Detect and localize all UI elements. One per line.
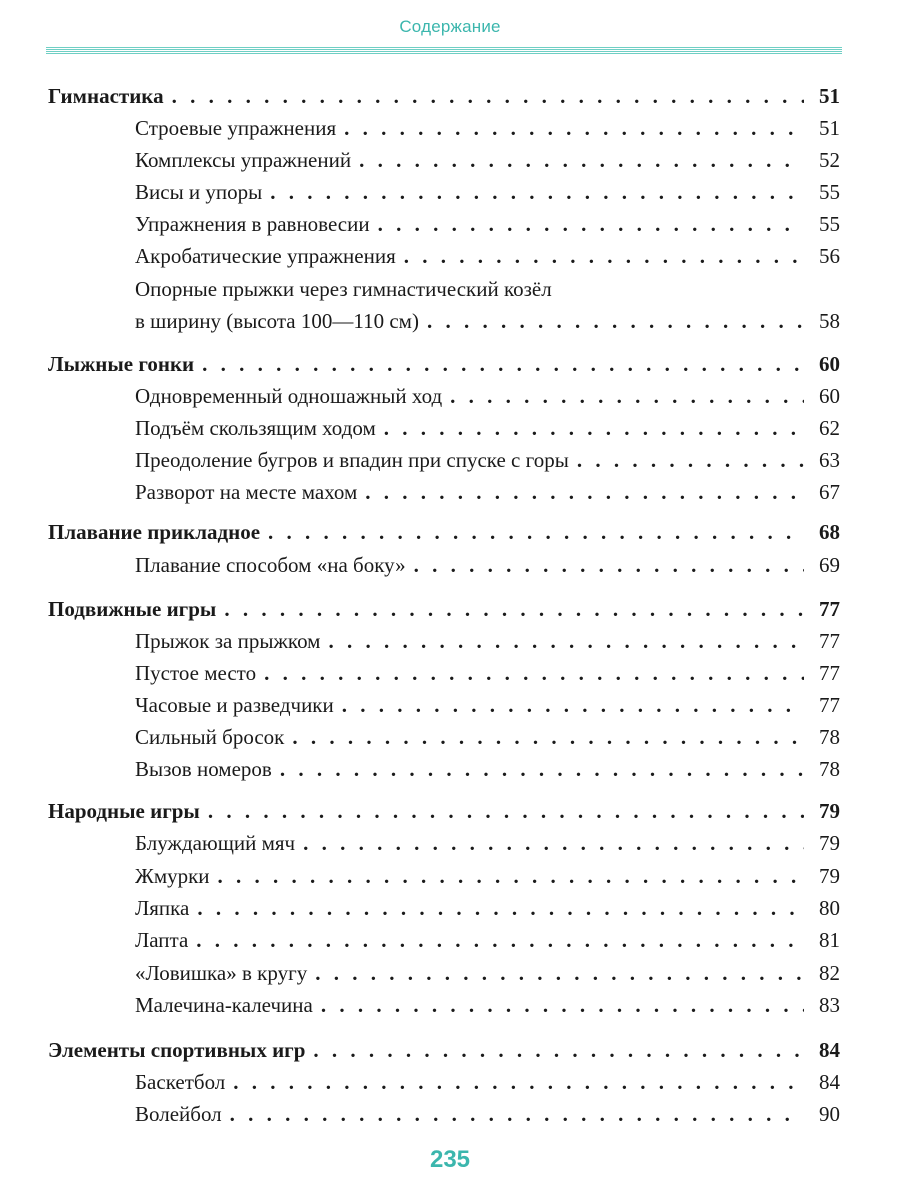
dot-leader [280, 755, 804, 783]
toc-section-title: Подвижные игры [48, 597, 217, 621]
toc-item[interactable] [0, 275, 900, 339]
toc-item-title: Акробатические упражнения [135, 244, 396, 268]
toc-section-title: Лыжные гонки [48, 352, 195, 376]
toc-item[interactable] [0, 178, 900, 210]
dot-leader [315, 959, 804, 987]
toc-item[interactable] [0, 959, 900, 991]
toc-item-title: Волейбол [135, 1102, 222, 1126]
toc-item-title: Лапта [135, 928, 189, 952]
toc-item-title: Пустое место [135, 661, 257, 685]
dot-leader [321, 991, 804, 1019]
toc-page-number: 79 [819, 799, 840, 823]
dot-leader [365, 478, 804, 506]
toc-item[interactable] [0, 894, 900, 926]
toc-item-title: Комплексы упражнений [135, 148, 352, 172]
toc-item-title: в ширину (высота 100—110 см) [135, 309, 419, 333]
dot-leader [218, 862, 804, 890]
toc-item-title: Упражнения в равновесии [135, 212, 370, 236]
toc-section-title: Плавание прикладное [48, 520, 261, 544]
toc-item[interactable] [0, 414, 900, 446]
toc-page-number: 55 [819, 212, 840, 236]
toc-section-title: Гимнастика [48, 84, 164, 108]
dot-leader [172, 82, 804, 110]
toc-page-number: 84 [819, 1038, 840, 1062]
dot-leader [224, 595, 804, 623]
toc-item[interactable] [0, 755, 900, 787]
toc-page-number: 80 [819, 896, 840, 920]
dot-leader [230, 1100, 804, 1128]
dot-leader [450, 382, 804, 410]
dot-leader [359, 146, 804, 174]
toc-item-title: Малечина-калечина [135, 993, 313, 1017]
toc-page-number: 78 [819, 725, 840, 749]
toc-page-number: 77 [819, 597, 840, 621]
toc-page-number: 69 [819, 553, 840, 577]
dot-leader [233, 1068, 804, 1096]
dot-leader [342, 691, 804, 719]
toc-page-number: 51 [819, 116, 840, 140]
dot-leader [414, 551, 804, 579]
toc-page-number: 63 [819, 448, 840, 472]
toc-page-number: 62 [819, 416, 840, 440]
toc-page-number: 60 [819, 352, 840, 376]
toc-item-title: Прыжок за прыжком [135, 629, 321, 653]
toc-item[interactable] [0, 242, 900, 274]
toc-item-title: Одновременный одношажный ход [135, 384, 443, 408]
dot-leader [427, 307, 804, 335]
toc-page-number: 90 [819, 1102, 840, 1126]
dot-leader [313, 1036, 804, 1064]
dot-leader [196, 926, 804, 954]
toc-item[interactable] [0, 1100, 900, 1132]
toc-item[interactable] [0, 210, 900, 242]
toc-item-title: «Ловишка» в кругу [135, 961, 308, 985]
toc-section-folk-games[interactable] [0, 797, 900, 829]
toc-page-number: 56 [819, 244, 840, 268]
dot-leader [384, 414, 804, 442]
dot-leader [577, 446, 804, 474]
header-divider [46, 47, 842, 55]
toc-item-title: Вызов номеров [135, 757, 272, 781]
toc-item[interactable] [0, 627, 900, 659]
toc-item[interactable] [0, 551, 900, 583]
dot-leader [197, 894, 804, 922]
toc-section-title: Элементы спортивных игр [48, 1038, 306, 1062]
dot-leader [268, 518, 804, 546]
toc-section-sports-games[interactable] [0, 1036, 900, 1068]
dot-leader [264, 659, 804, 687]
page-number: 235 [429, 1146, 471, 1173]
toc-section-active-games[interactable] [0, 595, 900, 627]
toc-page-number: 79 [819, 831, 840, 855]
dot-leader [202, 350, 804, 378]
dot-leader [344, 114, 804, 142]
toc-page-number: 58 [819, 309, 840, 333]
toc-section-title: Народные игры [48, 799, 200, 823]
toc-item[interactable] [0, 446, 900, 478]
toc-page-number: 82 [819, 961, 840, 985]
toc-page-number: 81 [819, 928, 840, 952]
toc-item-title-line1: Опорные прыжки через гимнастический козёл [135, 277, 552, 301]
toc-section-swimming[interactable] [0, 518, 900, 550]
toc-page-number: 79 [819, 864, 840, 888]
dot-leader [404, 242, 804, 270]
toc-page-number: 77 [819, 629, 840, 653]
toc-page-number: 77 [819, 661, 840, 685]
toc-item-title: Часовые и разведчики [135, 693, 334, 717]
toc-item-title: Сильный бросок [135, 725, 285, 749]
toc-page-number: 67 [819, 480, 840, 504]
toc-item[interactable] [0, 1068, 900, 1100]
toc-item[interactable] [0, 478, 900, 510]
toc-item[interactable] [0, 691, 900, 723]
toc-item[interactable] [0, 659, 900, 691]
toc-item-title: Преодоление бугров и впадин при спуске с горы [135, 448, 569, 472]
toc-item-title: Разворот на месте махом [135, 480, 358, 504]
dot-leader [270, 178, 804, 206]
toc-item[interactable] [0, 926, 900, 958]
toc-page-number: 78 [819, 757, 840, 781]
toc-page-number: 83 [819, 993, 840, 1017]
toc-item-title: Блуждающий мяч [135, 831, 296, 855]
toc-item[interactable] [0, 382, 900, 414]
toc-item-title: Ляпка [135, 896, 190, 920]
toc-item-title: Строевые упражнения [135, 116, 337, 140]
toc-page-number: 51 [819, 84, 840, 108]
dot-leader [303, 829, 804, 857]
toc-section-gymnastics[interactable] [0, 82, 900, 114]
toc-item[interactable] [0, 114, 900, 146]
toc-page-number: 60 [819, 384, 840, 408]
dot-leader [378, 210, 804, 238]
toc-item-title: Подъём скользящим ходом [135, 416, 376, 440]
toc-page-number: 55 [819, 180, 840, 204]
toc-item[interactable] [0, 991, 900, 1023]
toc-item-title: Баскетбол [135, 1070, 226, 1094]
toc-item[interactable] [0, 862, 900, 894]
dot-leader [208, 797, 804, 825]
toc-page-number: 52 [819, 148, 840, 172]
toc-item-title: Жмурки [135, 864, 210, 888]
dot-leader [292, 723, 804, 751]
toc-item[interactable] [0, 723, 900, 755]
toc-item[interactable] [0, 146, 900, 178]
toc-section-skiing[interactable] [0, 350, 900, 382]
toc-item-title: Плавание способом «на боку» [135, 553, 406, 577]
toc-item[interactable] [0, 829, 900, 861]
toc-page-number: 77 [819, 693, 840, 717]
toc-item-title: Висы и упоры [135, 180, 263, 204]
running-head-title: Содержание [399, 17, 501, 36]
toc-page-number: 84 [819, 1070, 840, 1094]
toc-page-number: 68 [819, 520, 840, 544]
dot-leader [328, 627, 804, 655]
